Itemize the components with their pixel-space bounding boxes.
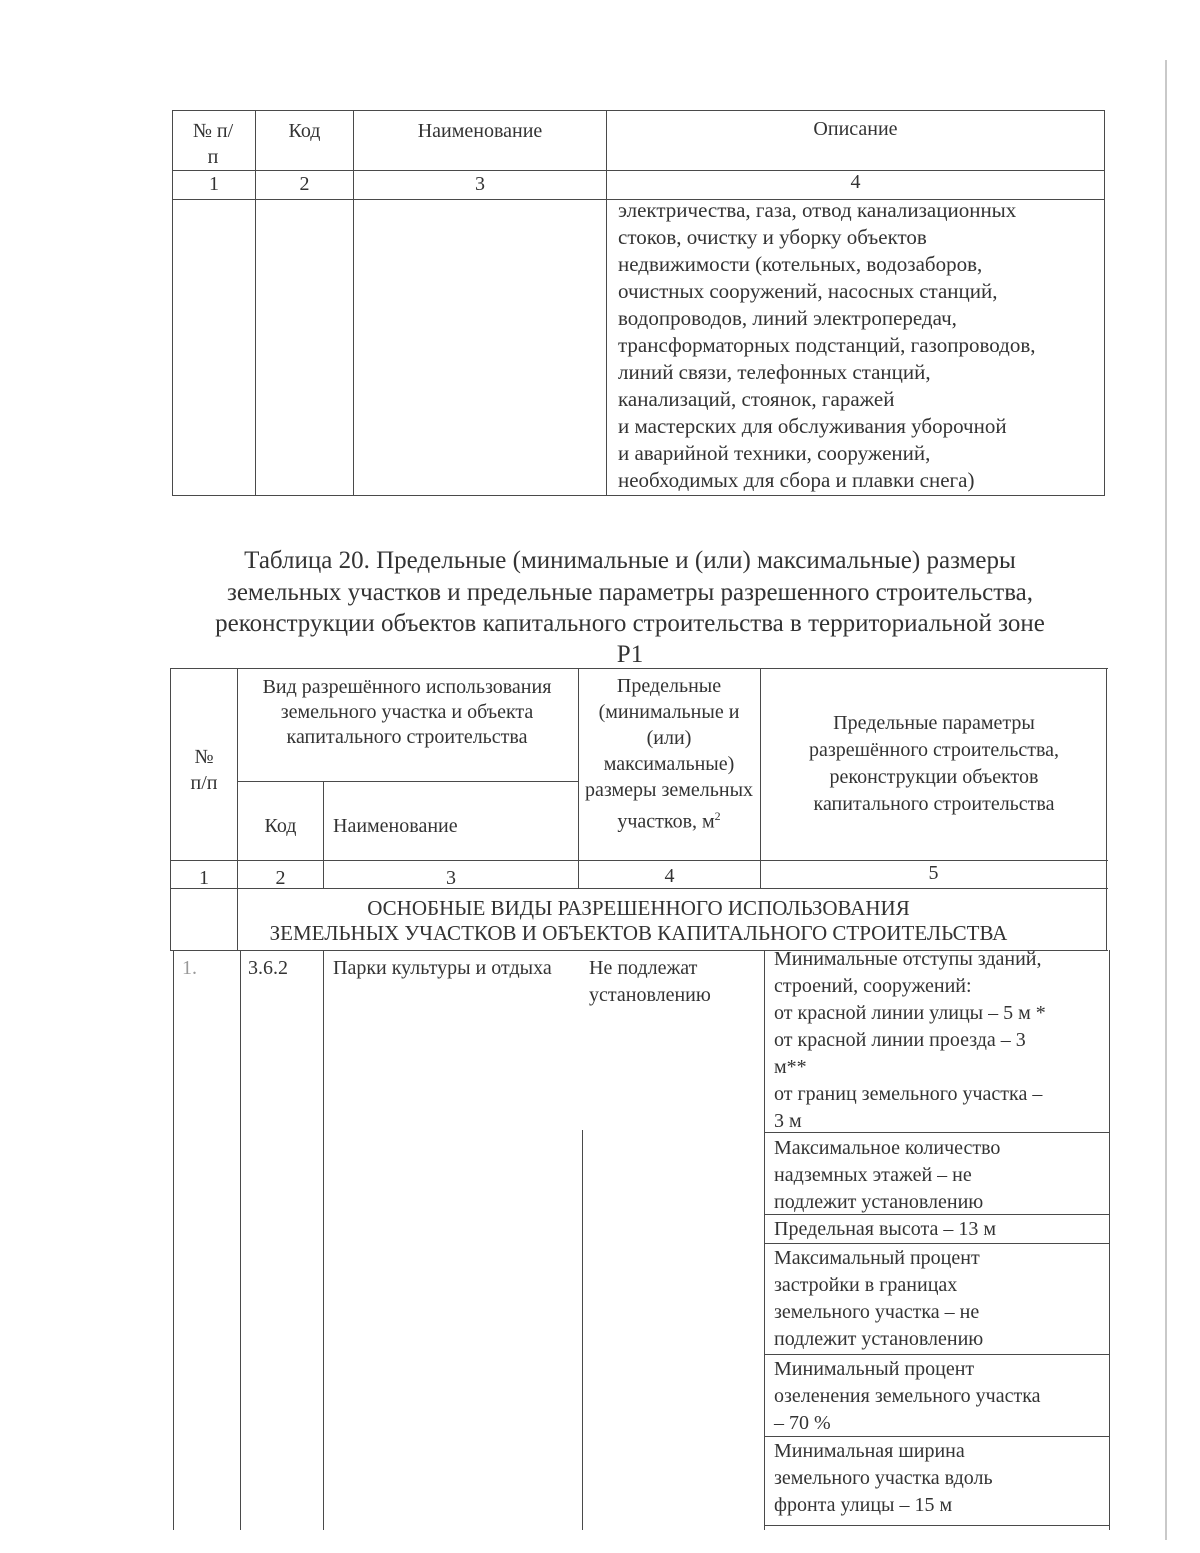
param-block — [774, 1216, 1106, 1243]
description-line: канализаций, стоянок, гаражей — [618, 387, 895, 411]
param-line: озеленения земельного участка — [774, 1385, 1041, 1407]
description-line: и мастерских для обслуживания уборочной — [618, 414, 1007, 438]
param-line: Предельная высота – 13 м — [774, 1218, 997, 1240]
table2-col-number: 4 — [664, 865, 675, 887]
table1-header-name: Наименование — [417, 120, 543, 142]
table2-header-vid: Вид разрешённого использования земельного участка и объекта капитального строительства — [262, 676, 552, 748]
param-line: земельного участка – не — [774, 1301, 980, 1323]
param-line: земельного участка вдоль — [774, 1467, 993, 1489]
param-block — [774, 1245, 1106, 1353]
title-line: Р1 — [616, 641, 644, 668]
param-line: строений, сооружений: — [774, 975, 972, 997]
param-line: от красной линии проезда – 3 — [774, 1029, 1026, 1051]
table1-header-description: Описание — [813, 118, 898, 140]
param-line: Минимальная ширина — [774, 1440, 965, 1462]
param-line: Максимальный процент — [774, 1247, 980, 1269]
table2-header-name: Наименование — [333, 815, 458, 837]
param-line: 3 м — [774, 1110, 802, 1132]
title-line: Таблица 20. Предельные (минимальные и (или) максимальные) размеры — [244, 547, 1016, 574]
description-line: линий связи, телефонных станций, — [618, 360, 931, 384]
param-block — [774, 1135, 1106, 1216]
table1-col-number: 2 — [299, 173, 310, 195]
description-line: трансформаторных подстанций, газопроводов, — [618, 333, 1036, 357]
param-block — [774, 946, 1106, 1135]
param-line: от границ земельного участка – — [774, 1083, 1043, 1105]
table1-col-number: 1 — [209, 173, 219, 195]
table2-col-number: 3 — [446, 867, 456, 889]
param-line: от красной линии улицы – 5 м * — [774, 1002, 1046, 1024]
table1-col-number: 4 — [850, 171, 861, 193]
param-block — [774, 1356, 1106, 1437]
param-line: м** — [774, 1056, 807, 1078]
description-line: и аварийной техники, сооружений, — [618, 441, 931, 465]
scan-edge — [1165, 60, 1167, 1540]
title-line: земельных участков и предельные параметры разрешенного строительства, — [226, 579, 1034, 606]
section-heading: ОСНОБНЫЕ ВИДЫ РАЗРЕШЕННОГО ИСПОЛЬЗОВАНИЯ — [367, 896, 910, 920]
table2-header-sizes-text: Предельные (минимальные и (или) максимальные) размеры земельных участков, м — [584, 675, 754, 833]
description-line: необходимых для сбора и плавки снега) — [618, 468, 975, 492]
param-block — [774, 1438, 1106, 1519]
section-heading: ЗЕМЕЛЬНЫХ УЧАСТКОВ И ОБЪЕКТОВ КАПИТАЛЬНОГО СТРОИТЕЛЬСТВА — [269, 921, 1008, 945]
param-line: – 70 % — [774, 1412, 831, 1434]
row-name: Парки культуры и отдыха — [333, 957, 552, 979]
title-line: реконструкции объектов капитального строительства в территориальной зоне — [215, 610, 1045, 637]
table1-col-number: 3 — [475, 173, 485, 195]
param-line: надземных этажей – не — [774, 1164, 972, 1186]
table1-description — [618, 197, 1102, 494]
table2-col-number: 5 — [928, 862, 939, 884]
table2-header-num: № п/п — [190, 746, 218, 794]
description-line: очистных сооружений, насосных станций, — [618, 279, 998, 303]
param-line: Минимальный процент — [774, 1358, 975, 1380]
description-line: стоков, очистку и уборку объектов — [618, 225, 927, 249]
param-line: застройки в границах — [774, 1274, 958, 1296]
description-line: недвижимости (котельных, водозаборов, — [618, 252, 983, 276]
table2-header-sizes — [584, 673, 754, 835]
param-line: фронта улицы – 15 м — [774, 1494, 953, 1516]
table2-header-code: Код — [264, 815, 297, 837]
table2-col-number: 2 — [275, 867, 286, 889]
table2-header-params: Предельные параметры разрешённого строительства, реконструкции объектов капитального строительства — [809, 712, 1059, 815]
table1-header-code: Код — [288, 120, 321, 142]
param-line: подлежит установлению — [774, 1328, 984, 1350]
param-line: Минимальные отступы зданий, — [774, 948, 1042, 970]
row-size: Не подлежат установлению — [589, 957, 711, 1006]
row-number: 1. — [182, 957, 197, 979]
param-line: подлежит установлению — [774, 1191, 984, 1213]
description-line: электричества, газа, отвод канализационных — [618, 198, 1017, 222]
table2-header-sizes-sup: 2 — [714, 809, 721, 823]
description-line: водопроводов, линий электропередач, — [618, 306, 957, 330]
param-line: Максимальное количество — [774, 1137, 1001, 1159]
row-code: 3.6.2 — [248, 957, 288, 979]
table1-header-num: № п/п — [192, 120, 234, 168]
table2-col-number: 1 — [199, 867, 209, 889]
